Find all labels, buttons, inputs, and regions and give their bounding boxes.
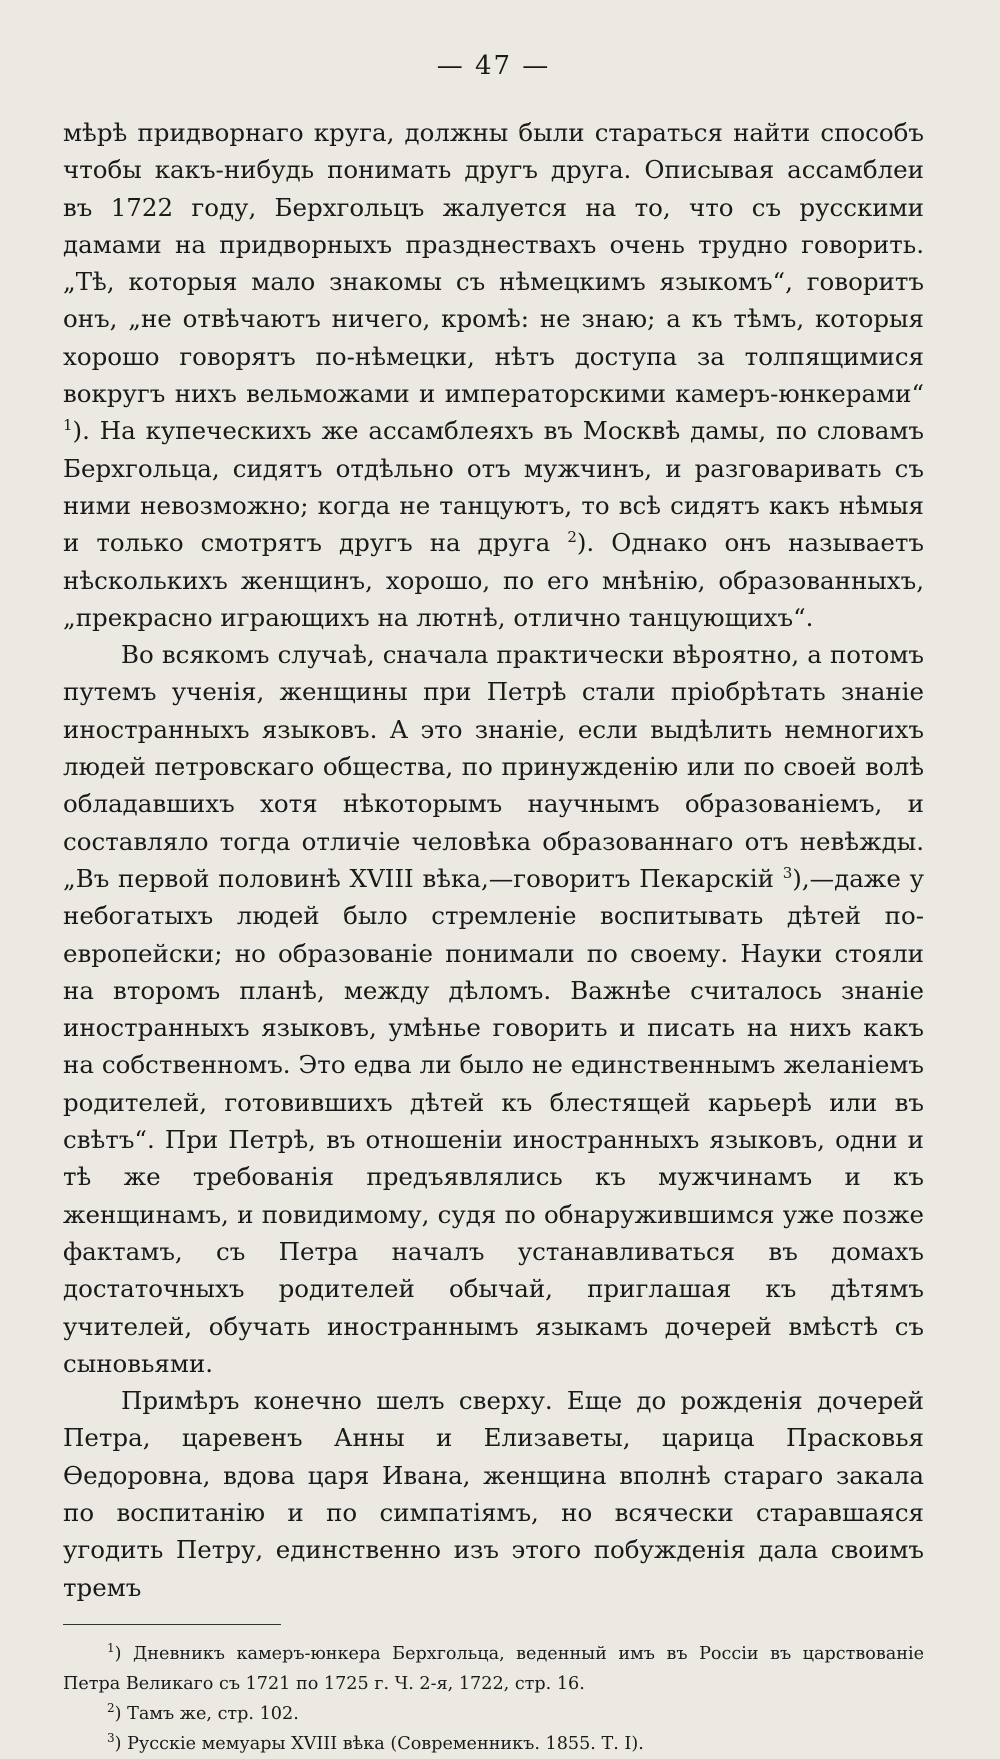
- footnote-ref-3[interactable]: 3: [782, 863, 793, 882]
- footnote-ref-1[interactable]: 1: [63, 416, 73, 435]
- footnote-divider: [63, 1624, 281, 1625]
- footnote-3: [63, 1729, 924, 1759]
- paragraph-3: [63, 1382, 924, 1606]
- footnotes: [63, 1639, 924, 1759]
- paragraph-1-text-a: мѣрѣ придворнаго круга, должны были стараться найти способъ чтобы какъ-нибудь понимать другъ друга. Описывая ассамблеи въ 1722 году, Берхгольцъ жалуется на то, что съ русскими дамами на придворныхъ празднествахъ очень трудно говорить. „Тѣ, которыя мало знакомы съ нѣмецкимъ языкомъ“, говоритъ онъ, „не отвѣчаютъ ничего, кромѣ: не знаю; а къ тѣмъ, которыя хорошо говорятъ по-нѣмецки, нѣтъ доступа за толпящимися вокругъ нихъ вельможами и императорскими камеръ-юнкерами“: [63, 118, 924, 409]
- paragraph-2: [63, 636, 924, 1382]
- footnote-2: [63, 1699, 924, 1729]
- footnote-1-text: ) Дневникъ камеръ-юнкера Берхгольца, веденный имъ въ Россіи въ царствованіе Петра Великаго съ 1721 по 1725 г. Ч. 2-я, 1722, стр. 16.: [63, 1643, 924, 1694]
- footnote-mark-3: 3: [107, 1731, 115, 1746]
- footnote-2-text: ) Тамъ же, стр. 102.: [114, 1703, 299, 1724]
- paragraph-2-text-b: ),—даже у небогатыхъ людей было стремленіе воспитывать дѣтей по-европейски; но образованіе понимали по своему. Науки стояли на второмъ планѣ, между дѣломъ. Важнѣе считалось знаніе иностранныхъ языковъ, умѣнье говорить и писать на нихъ какъ на собственномъ. Это едва ли было не единственнымъ желаніемъ родителей, готовившихъ дѣтей къ блестящей карьерѣ или въ свѣтъ“. При Петрѣ, въ отношеніи иностранныхъ языковъ, одни и тѣ же требованія предъявлялись къ мужчинамъ и къ женщинамъ, и повидимому, судя по обнаружившимся уже позже фактамъ, съ Петра началъ устанавливаться въ домахъ достаточныхъ родителей обычай, приглашая къ дѣтямъ учителей, обучать иностраннымъ языкамъ дочерей вмѣстѣ съ сыновьями.: [63, 863, 925, 1378]
- body-text: [63, 114, 924, 1606]
- paragraph-2-text-a: Во всякомъ случаѣ, сначала практически вѣроятно, а потомъ путемъ ученія, женщины при Петрѣ стали пріобрѣтать знаніе иностранныхъ языковъ. А это знаніе, если выдѣлить немногихъ людей петровскаго общества, по принужденію или по своей волѣ обладавшихъ хотя нѣкоторымъ научнымъ образованіемъ, и составляло тогда отличіе человѣка образованнаго отъ невѣжды. „Въ первой половинѣ XVIII вѣка,—говоритъ Пекарскій: [63, 640, 924, 893]
- paragraph-3-text: Примѣръ конечно шелъ сверху. Еще до рожденія дочерей Петра, царевенъ Анны и Елизаветы, царица Прасковья Ѳедоровна, вдова царя Ивана, женщина вполнѣ стараго закала по воспитанію и по симпатіямъ, но всячески старавшаяся угодить Петру, единственно изъ этого побужденія дала своимъ тремъ: [63, 1386, 924, 1602]
- footnote-mark-1: 1: [107, 1641, 115, 1656]
- footnote-ref-2[interactable]: 2: [567, 528, 577, 547]
- footnote-mark-2: 2: [107, 1701, 115, 1716]
- paragraph-1-text-b: ). На купеческихъ же ассамблеяхъ въ Москвѣ дамы, по словамъ Берхгольца, сидятъ отдѣльно отъ мужчинъ, и разговаривать съ ними невозможно; когда не танцуютъ, то всѣ сидятъ какъ нѣмыя и только смотрятъ другъ на друга: [63, 416, 924, 558]
- paragraph-1: [63, 114, 924, 636]
- page-number: — 47 —: [436, 51, 551, 81]
- footnote-3-text: ) Русскіе мемуары XVIII вѣка (Современникъ. 1855. Т. I).: [114, 1733, 644, 1754]
- paragraph-1-text-c: ). Однако онъ называетъ нѣсколькихъ женщинъ, хорошо, по его мнѣнію, образованныхъ, „прекрасно играющихъ на лютнѣ, отлично танцующихъ“.: [63, 528, 924, 632]
- footnote-1: [63, 1639, 924, 1699]
